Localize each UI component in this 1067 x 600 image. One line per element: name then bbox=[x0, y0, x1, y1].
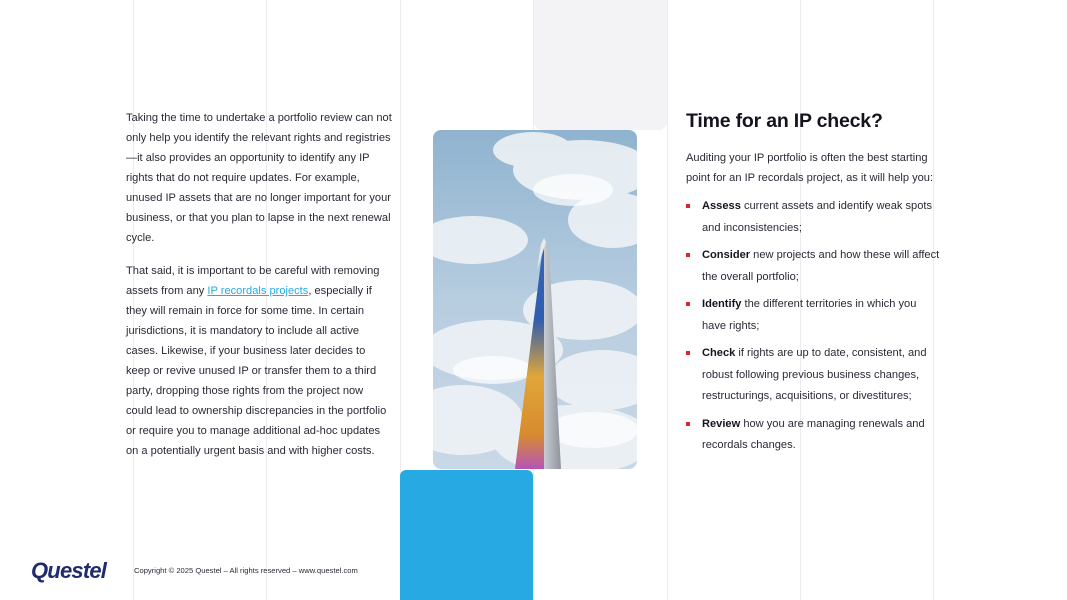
section-intro: Auditing your IP portfolio is often the best starting point for an IP recordals project, as it will help you: bbox=[686, 152, 934, 184]
list-item-keyword: Identify bbox=[702, 298, 742, 310]
paragraph-removing-assets bbox=[126, 261, 392, 461]
list-item-keyword: Assess bbox=[702, 200, 741, 212]
bullet-icon bbox=[686, 204, 690, 208]
grid-line bbox=[667, 0, 668, 600]
bullet-icon bbox=[686, 422, 690, 426]
decorative-blue-block bbox=[400, 470, 533, 600]
list-item-text: if rights are up to date, consistent, and robust following previous business changes, restructurings, acquisitions, or divestitures; bbox=[702, 347, 927, 402]
list-item bbox=[686, 343, 942, 408]
paragraph-text: , especially if they will remain in force for some time. In certain jurisdictions, it is mandatory to include all active cases. Likewise, if your business later decides to keep or revive unused IP or transfer them to a third party, dropping those rights from the project now could lead to ownership discrepancies in the portfolio or require you to manage additional ad-hoc updates on a potentially urgent basis and with higher costs. bbox=[126, 285, 387, 457]
list-item-text: how you are managing renewals and recordals changes. bbox=[702, 417, 925, 451]
copyright-notice: Copyright © 2025 Questel – All rights reserved – www.questel.com bbox=[134, 566, 358, 575]
bullet-icon bbox=[686, 351, 690, 355]
list-item-keyword: Consider bbox=[702, 249, 751, 261]
paragraph-portfolio-review: Taking the time to undertake a portfolio review can not only help you identify the relevant rights and registries—it also provides an opportunity to identify any IP rights that do not require updates. For example, unused IP assets that are no longer important for your business, or that you plan to lapse in the next renewal cycle. bbox=[126, 112, 392, 244]
paragraph-text: That said, it is important to be careful with removing assets from any bbox=[126, 265, 380, 297]
decorative-gray-block bbox=[534, 0, 667, 130]
ip-recordals-projects-link[interactable]: IP recordals projects bbox=[207, 285, 309, 297]
checklist bbox=[686, 196, 942, 457]
body-text-column bbox=[126, 108, 392, 474]
sky-obelisk-photo bbox=[433, 130, 637, 469]
list-item-text: the different territories in which you have rights; bbox=[702, 298, 917, 332]
ip-check-sidebar bbox=[686, 108, 942, 463]
questel-logo: Questel bbox=[31, 558, 107, 583]
list-item-keyword: Check bbox=[702, 347, 736, 359]
list-item bbox=[686, 294, 942, 337]
list-item bbox=[686, 245, 942, 288]
bullet-icon bbox=[686, 253, 690, 257]
section-heading: Time for an IP check? bbox=[686, 110, 883, 132]
list-item-keyword: Review bbox=[702, 417, 741, 430]
list-item-text: current assets and identify weak spots and inconsistencies; bbox=[702, 200, 933, 234]
bullet-icon bbox=[686, 302, 690, 306]
list-item bbox=[686, 196, 942, 239]
list-item-text: new projects and how these will affect the overall portfolio; bbox=[702, 249, 940, 283]
list-item bbox=[686, 414, 942, 457]
